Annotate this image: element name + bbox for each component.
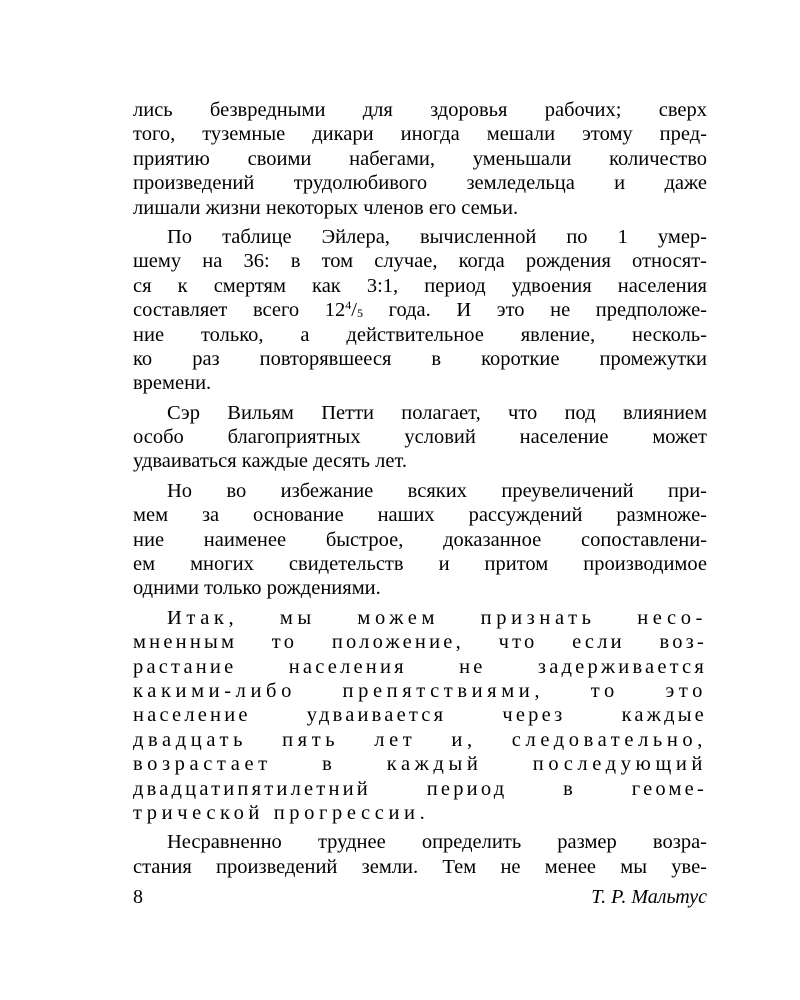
text-line: По таблице Эйлера, вычисленной по 1 умер- (167, 225, 707, 248)
text-line: двадцатипятилетний период в геоме- (133, 777, 707, 800)
text-line: лись безвредными для здоровья рабочих; сверх (133, 99, 707, 121)
fraction-slash: / (351, 299, 357, 322)
text-line: стания произведений земли. Тем не менее мы уве- (133, 855, 707, 878)
paragraph-5-spaced-emphasis (133, 606, 707, 826)
text-line: произведений трудолюбивого земледельца и даже (133, 172, 707, 195)
paragraph-4 (133, 479, 707, 601)
fraction-denominator: 5 (356, 306, 363, 321)
text-line: какими-либо препятствиями, то это (133, 679, 707, 702)
text-line: мем за основание наших рассуждений размноже- (133, 504, 707, 527)
text-line: растание населения не задерживается (133, 655, 707, 678)
text-line: времени. (133, 372, 212, 395)
text-line: ние только, а действительное явление, несколь- (133, 323, 707, 346)
text-line: шему на 36: в том случае, когда рождения относят- (133, 250, 707, 273)
text-line: трической прогрессии. (133, 801, 430, 824)
text-line: лишали жизни некоторых членов его семьи. (133, 196, 519, 219)
text-line: население удваивается через каждые (133, 704, 707, 727)
line-end: года. И это не предположе- (388, 299, 707, 322)
paragraph-2 (133, 225, 707, 396)
running-head-author: Т. Р. Мальтус (591, 886, 707, 908)
text-line-with-fraction (133, 298, 707, 322)
text-line: того, туземные дикари иногда мешали этому пред- (133, 123, 707, 146)
text-line: Но во избежание всяких преувеличений при- (167, 479, 707, 502)
text-line: удваиваться каждые десять лет. (133, 450, 408, 473)
body-text (133, 98, 707, 884)
text-line: двадцать пять лет и, следовательно, (133, 728, 707, 751)
paragraph-1 (133, 98, 707, 220)
text-line: мненным то положение, что если воз- (133, 631, 707, 654)
text-line: Сэр Вильям Петти полагает, что под влиянием (167, 401, 707, 424)
line-start: составляет всего 12 (133, 299, 346, 322)
text-line: одними только рождениями. (133, 577, 381, 600)
page-number: 8 (133, 886, 143, 908)
text-line: ко раз повторявшееся в короткие промежутки (133, 347, 707, 370)
fraction-numerator: 4 (345, 298, 352, 313)
text-line: особо благоприятных условий население может (133, 426, 707, 449)
text-line: Несравненно труднее определить размер возра- (167, 831, 707, 854)
text-line: ем многих свидетельств и притом производимое (133, 553, 707, 576)
text-line: возрастает в каждый последующий (133, 753, 707, 776)
paragraph-6 (133, 830, 707, 879)
paragraph-3 (133, 401, 707, 474)
text-line: ние наименее быстрое, доказанное сопоставлени- (133, 528, 707, 551)
text-line: Итак, мы можем признать несо- (167, 606, 707, 629)
text-line: приятию своими набегами, уменьшали количество (133, 147, 707, 170)
text-line: ся к смертям как 3:1, период удвоения населения (133, 274, 707, 297)
